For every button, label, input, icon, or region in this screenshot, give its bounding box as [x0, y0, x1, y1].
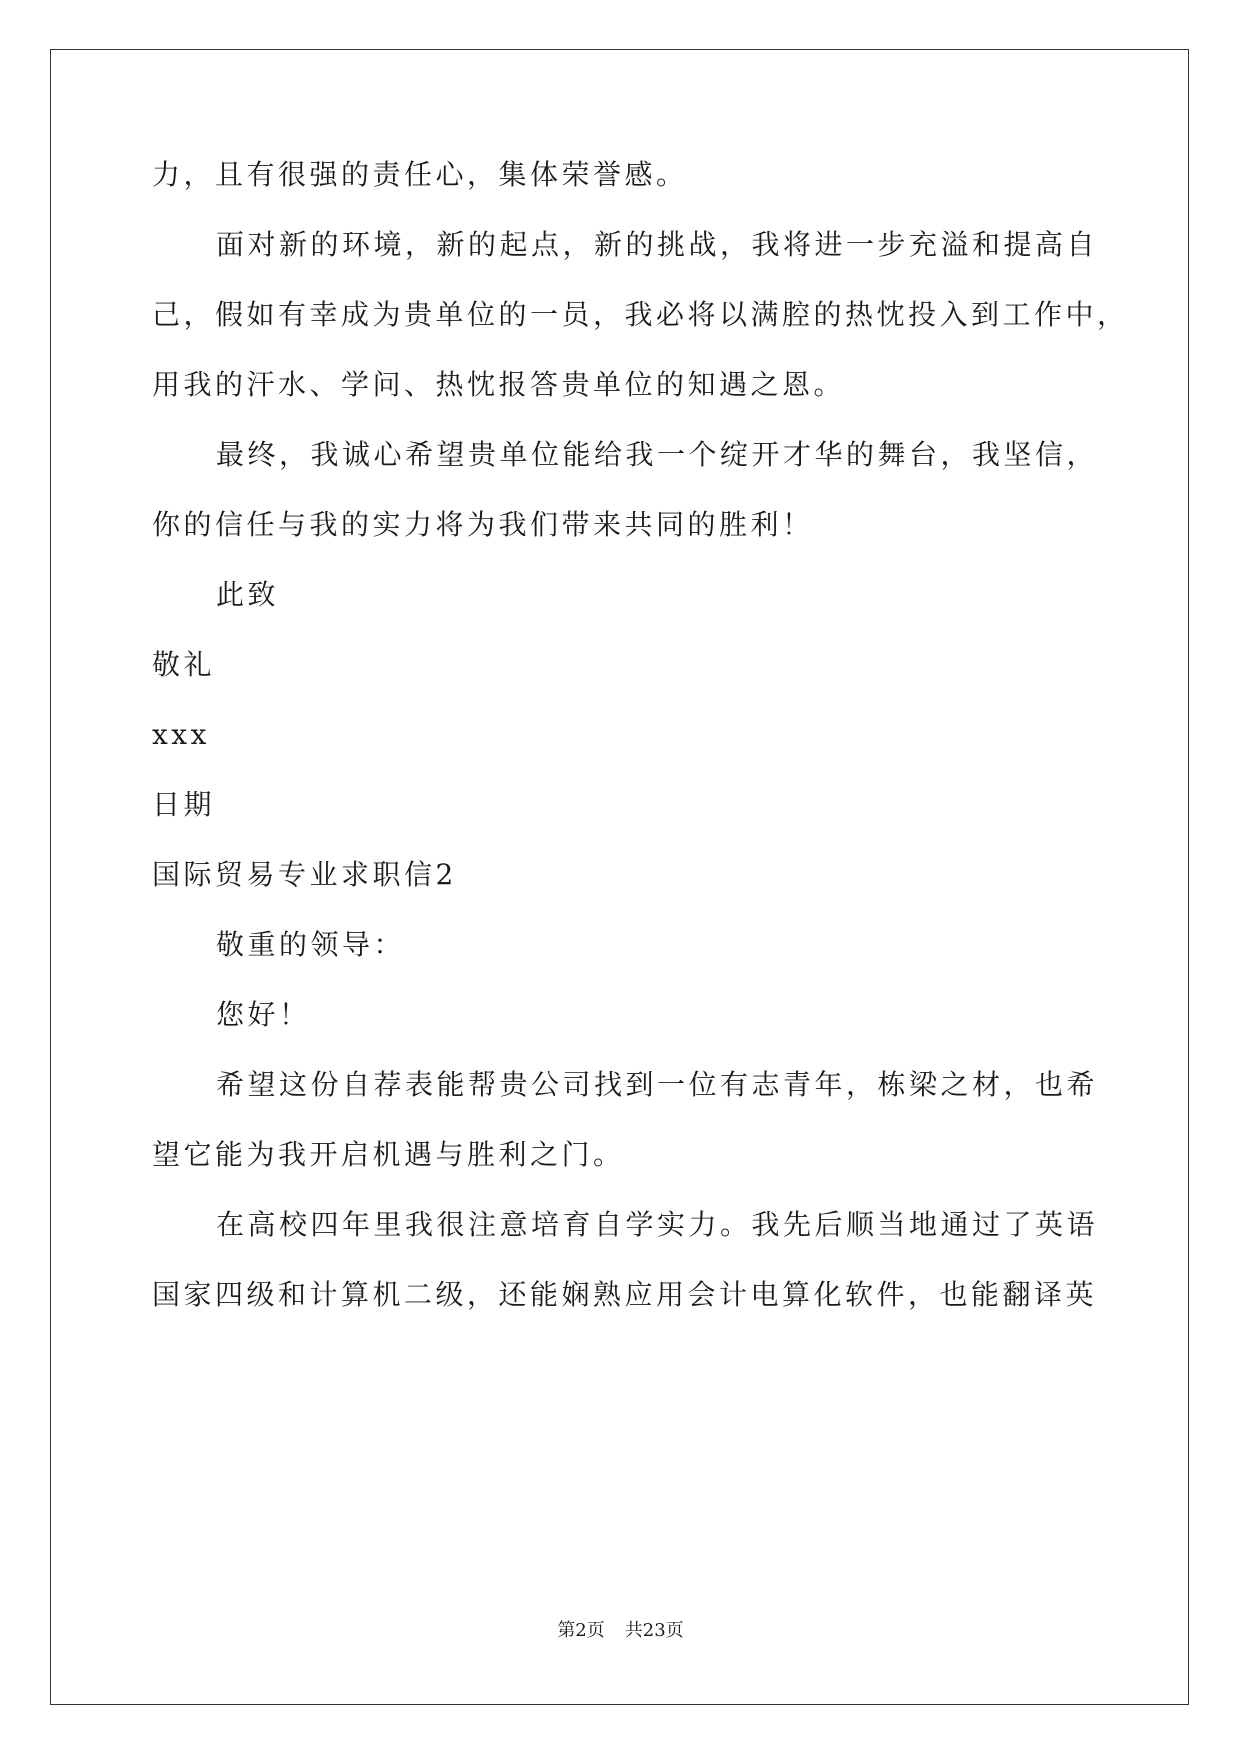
paragraph-line: 用我的汗水、学问、热忱报答贵单位的知遇之恩。 — [152, 368, 846, 401]
page-footer — [0, 1620, 1241, 1642]
section-title: 国际贸易专业求职信2 — [152, 858, 457, 891]
signature-date: 日期 — [152, 788, 216, 821]
paragraph-line: 在高校四年里我很注意培育自学实力。我先后顺当地通过了英语 — [216, 1208, 1099, 1241]
page-number: 第2页 — [557, 1620, 605, 1641]
paragraph-line: 希望这份自荐表能帮贵公司找到一位有志青年，栋梁之材，也希 — [216, 1068, 1099, 1101]
closing-regards: 敬礼 — [152, 648, 216, 681]
signature-name: xxx — [152, 718, 210, 751]
greeting-hello: 您好！ — [216, 998, 311, 1031]
paragraph-line: 力，且有很强的责任心，集体荣誉感。 — [152, 158, 688, 191]
paragraph-line: 己，假如有幸成为贵单位的一员，我必将以满腔的热忱投入到工作中， — [152, 298, 1129, 331]
paragraph-line: 面对新的环境，新的起点，新的挑战，我将进一步充溢和提高自 — [216, 228, 1099, 261]
paragraph-line: 国家四级和计算机二级，还能娴熟应用会计电算化软件，也能翻译英 — [152, 1278, 1098, 1311]
greeting-recipient: 敬重的领导： — [216, 928, 406, 961]
page-total: 共23页 — [624, 1620, 684, 1641]
paragraph-line: 最终，我诚心希望贵单位能给我一个绽开才华的舞台，我坚信， — [216, 438, 1099, 471]
paragraph-line: 望它能为我开启机遇与胜利之门。 — [152, 1138, 625, 1171]
paragraph-line: 你的信任与我的实力将为我们带来共同的胜利！ — [152, 508, 814, 541]
closing-salutation: 此致 — [216, 578, 280, 611]
